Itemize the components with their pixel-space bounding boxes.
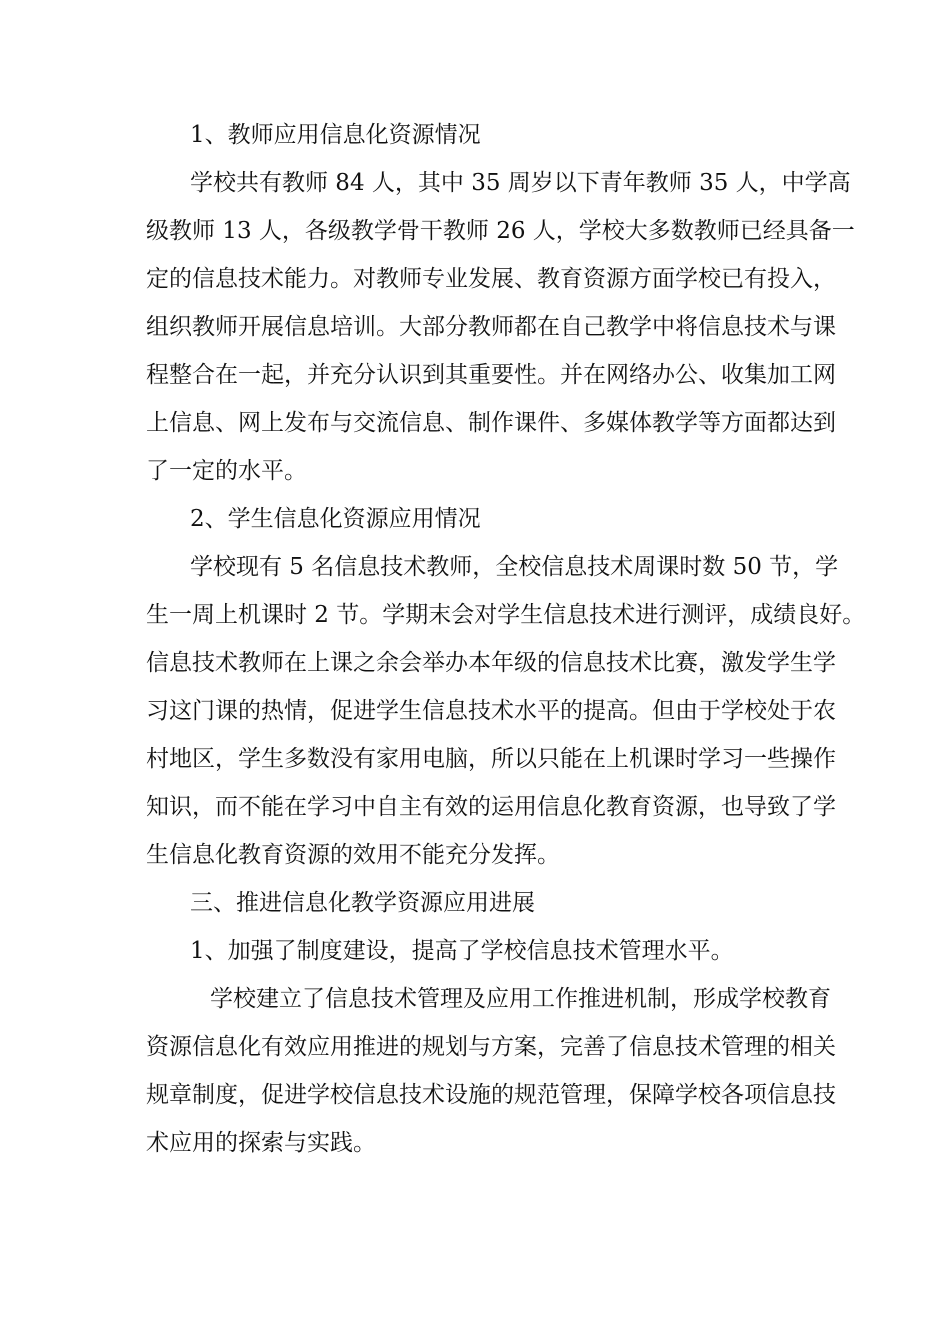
paragraph-line: 级教师 13 人，各级教学骨干教师 26 人，学校大多数教师已经具备一 [146,218,855,244]
paragraph-line: 知识，而不能在学习中自主有效的运用信息化教育资源，也导致了学 [146,794,836,820]
paragraph-line: 学校现有 5 名信息技术教师，全校信息技术周课时数 50 节，学 [190,554,839,580]
subsection-heading: 1、加强了制度建设，提高了学校信息技术管理水平。 [190,938,734,964]
paragraph-line: 上信息、网上发布与交流信息、制作课件、多媒体教学等方面都达到 [146,410,836,436]
paragraph-line: 习这门课的热情，促进学生信息技术水平的提高。但由于学校处于农 [146,698,836,724]
paragraph-line: 程整合在一起，并充分认识到其重要性。并在网络办公、收集加工网 [146,362,836,388]
paragraph-line: 资源信息化有效应用推进的规划与方案，完善了信息技术管理的相关 [146,1034,836,1060]
paragraph-line: 学校共有教师 84 人，其中 35 周岁以下青年教师 35 人，中学高 [190,170,851,196]
paragraph-line: 信息技术教师在上课之余会举办本年级的信息技术比赛，激发学生学 [146,650,836,676]
paragraph-line: 组织教师开展信息培训。大部分教师都在自己教学中将信息技术与课 [146,314,836,340]
paragraph-line: 村地区，学生多数没有家用电脑，所以只能在上机课时学习一些操作 [146,746,836,772]
section-heading: 三、推进信息化教学资源应用进展 [190,890,535,916]
section-heading: 1、教师应用信息化资源情况 [190,122,481,148]
section-heading: 2、学生信息化资源应用情况 [190,506,481,532]
paragraph-line: 规章制度，促进学校信息技术设施的规范管理，保障学校各项信息技 [146,1082,836,1108]
paragraph-line: 了一定的水平。 [146,458,307,484]
paragraph-line: 生信息化教育资源的效用不能充分发挥。 [146,842,560,868]
paragraph-line: 定的信息技术能力。对教师专业发展、教育资源方面学校已有投入， [146,266,836,292]
paragraph-line: 学校建立了信息技术管理及应用工作推进机制，形成学校教育 [210,986,831,1012]
paragraph-line: 生一周上机课时 2 节。学期末会对学生信息技术进行测评，成绩良好。 [146,602,866,628]
paragraph-line: 术应用的探索与实践。 [146,1130,376,1156]
